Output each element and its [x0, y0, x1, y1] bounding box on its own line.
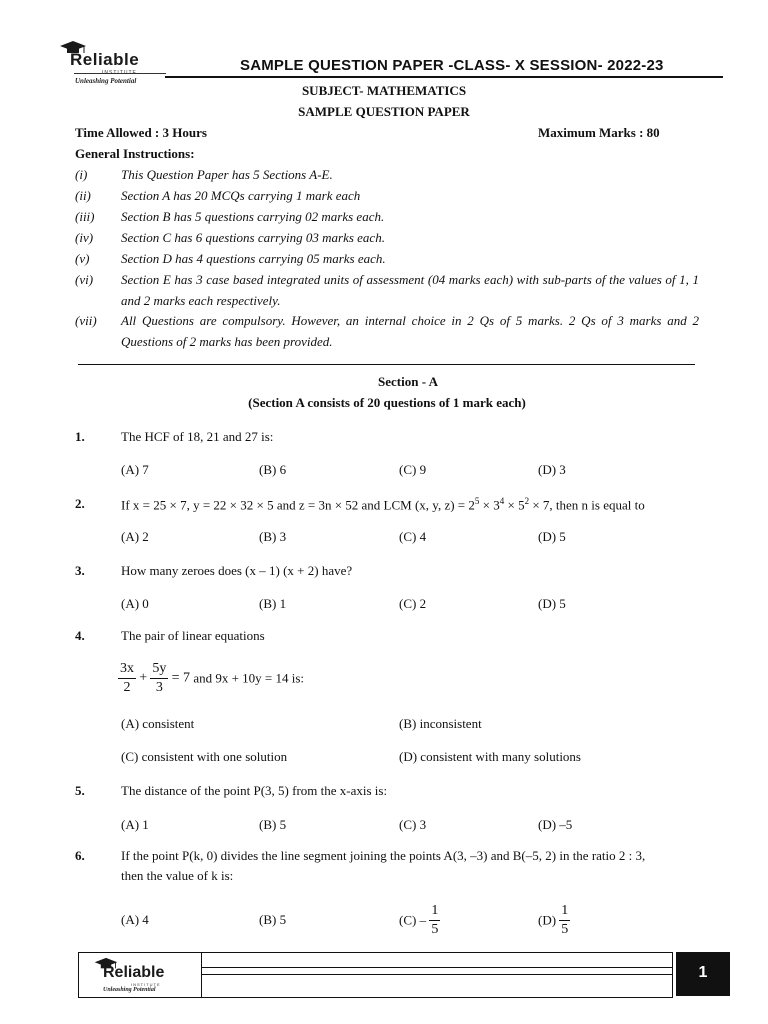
header-divider	[165, 76, 723, 78]
instruction-text: All Questions are compulsory. However, an internal choice in 2 Qs of 5 marks. 2 Qs of 3 marks and 2 Questions of 2 marks has been provided.	[121, 313, 699, 349]
option-b: (B) 6	[259, 462, 287, 477]
option-c: (C) consistent with one solution	[121, 749, 288, 764]
option-c: (C) 3	[399, 817, 427, 832]
logo-name: Reliable	[70, 50, 140, 69]
instruction-number: (i)	[75, 167, 88, 182]
fraction	[118, 660, 136, 697]
instruction-text: This Question Paper has 5 Sections A-E.	[121, 167, 333, 182]
fraction-numerator: 1	[429, 902, 440, 921]
logo-tagline: Unleashing Potential	[75, 77, 137, 85]
question-number: 4.	[75, 628, 85, 643]
option-a: (A) 1	[121, 817, 149, 832]
option-a: (A) 2	[121, 529, 149, 544]
option-c: (C) 4	[399, 529, 427, 544]
option-c: (C) 2	[399, 596, 427, 611]
option-b: (B) 5	[259, 912, 287, 927]
option-b: (B) 1	[259, 596, 287, 611]
exponent: 4	[499, 496, 505, 506]
equation-tail: and 9x + 10y = 14 is:	[193, 670, 305, 686]
footer-rule	[201, 974, 672, 975]
instruction-number: (iii)	[75, 209, 95, 224]
instruction-number: (vii)	[75, 313, 97, 328]
fraction-denominator: 2	[123, 680, 131, 695]
option-a: (A) 7	[121, 462, 149, 477]
question-text	[121, 496, 645, 513]
paper-line: SAMPLE QUESTION PAPER	[298, 104, 470, 119]
option-d-label: (D)	[538, 912, 557, 928]
question-text: The pair of linear equations	[121, 628, 265, 643]
instruction-item	[75, 206, 700, 227]
equation-rest: = 7	[171, 670, 191, 686]
instructions-heading: General Instructions:	[75, 146, 195, 161]
option-b: (B) 3	[259, 529, 287, 544]
question-text-line2: then the value of k is:	[121, 868, 234, 883]
question-text-line1: If the point P(k, 0) divides the line segment joining the points A(3, –3) and B(–5, 2) in the ratio 2 : 3,	[121, 848, 646, 863]
page-title: SAMPLE QUESTION PAPER -CLASS- X SESSION- 2022-23	[240, 57, 664, 74]
fraction-denominator: 5	[431, 922, 439, 937]
footer-rule	[201, 967, 672, 968]
instruction-number: (iv)	[75, 230, 94, 245]
section-subtitle: (Section A consists of 20 questions of 1 mark each)	[248, 395, 526, 410]
question-number: 3.	[75, 563, 85, 578]
question-text: How many zeroes does (x – 1) (x + 2) have?	[121, 563, 353, 578]
instruction-item	[75, 310, 700, 352]
question-number: 6.	[75, 848, 85, 863]
question-text-part: If x = 25 × 7, y = 22 × 32 × 5 and z = 3n × 52 and LCM (x, y, z) = 2	[121, 497, 475, 513]
footer-logo-institute: INSTITUTE	[131, 982, 161, 987]
option-b: (B) inconsistent	[399, 716, 482, 731]
option-d: (D) 5	[538, 529, 566, 544]
equation	[118, 660, 304, 697]
instruction-text: Section A has 20 MCQs carrying 1 mark each	[121, 188, 361, 203]
instruction-text: Section D has 4 questions carrying 05 marks each.	[121, 251, 386, 266]
fraction-denominator: 3	[155, 680, 163, 695]
instruction-number: (vi)	[75, 272, 94, 287]
instruction-number: (v)	[75, 251, 90, 266]
fraction	[559, 902, 570, 939]
fraction-denominator: 5	[561, 922, 569, 937]
question-text-part: × 3	[479, 497, 500, 513]
question-number: 5.	[75, 783, 85, 798]
fraction	[150, 660, 168, 697]
footer-logo	[93, 957, 193, 995]
option-d: (D) consistent with many solutions	[399, 749, 581, 764]
instruction-number: (ii)	[75, 188, 91, 203]
logo-institute: INSTITUTE	[102, 70, 137, 76]
option-b: (B) 5	[259, 817, 287, 832]
instruction-item	[75, 227, 700, 248]
option-c	[399, 902, 440, 939]
instruction-text: Section E has 3 case based integrated units of assessment (04 marks each) with sub-parts of the values of 1, 1 and 2 marks each respectively.	[121, 272, 699, 308]
question-text-part: × 5	[504, 497, 525, 513]
option-a: (A) 0	[121, 596, 149, 611]
exponent: 2	[524, 496, 530, 506]
time-allowed: Time Allowed : 3 Hours	[75, 125, 207, 140]
option-d: (D) 3	[538, 462, 566, 477]
fraction-numerator: 3x	[118, 660, 136, 679]
operator: +	[139, 670, 148, 686]
section-title: Section - A	[378, 374, 438, 389]
instruction-item	[75, 164, 700, 185]
question-text-part: × 7, then n is equal to	[529, 497, 645, 513]
option-d	[538, 902, 570, 939]
option-d: (D) 5	[538, 596, 566, 611]
instruction-text: Section B has 5 questions carrying 02 marks each.	[121, 209, 385, 224]
page-number-box	[676, 952, 730, 996]
maximum-marks: Maximum Marks : 80	[538, 125, 660, 140]
question-number: 2.	[75, 496, 85, 511]
option-c: (C) 9	[399, 462, 427, 477]
instruction-text: Section C has 6 questions carrying 03 marks each.	[121, 230, 385, 245]
fraction	[429, 902, 440, 939]
footer-logo-tagline: Unleashing Potential	[103, 987, 156, 993]
option-d: (D) –5	[538, 817, 573, 832]
option-a: (A) 4	[121, 912, 149, 927]
fraction-numerator: 1	[559, 902, 570, 921]
fraction-numerator: 5y	[150, 660, 168, 679]
question-text: The distance of the point P(3, 5) from the x-axis is:	[121, 783, 388, 798]
question-text: The HCF of 18, 21 and 27 is:	[121, 429, 274, 444]
option-a: (A) consistent	[121, 716, 195, 731]
instruction-item	[75, 248, 700, 269]
option-c-label: (C) –	[399, 912, 427, 928]
footer-box	[78, 952, 673, 998]
page-number: 1	[698, 964, 708, 981]
instruction-item	[75, 269, 700, 311]
section-divider	[78, 364, 695, 365]
instruction-item	[75, 185, 700, 206]
footer-divider	[201, 953, 202, 997]
subject-line: SUBJECT- MATHEMATICS	[301, 83, 467, 98]
question-number: 1.	[75, 429, 85, 444]
footer-logo-name: Reliable	[103, 964, 165, 981]
exponent: 5	[474, 496, 480, 506]
